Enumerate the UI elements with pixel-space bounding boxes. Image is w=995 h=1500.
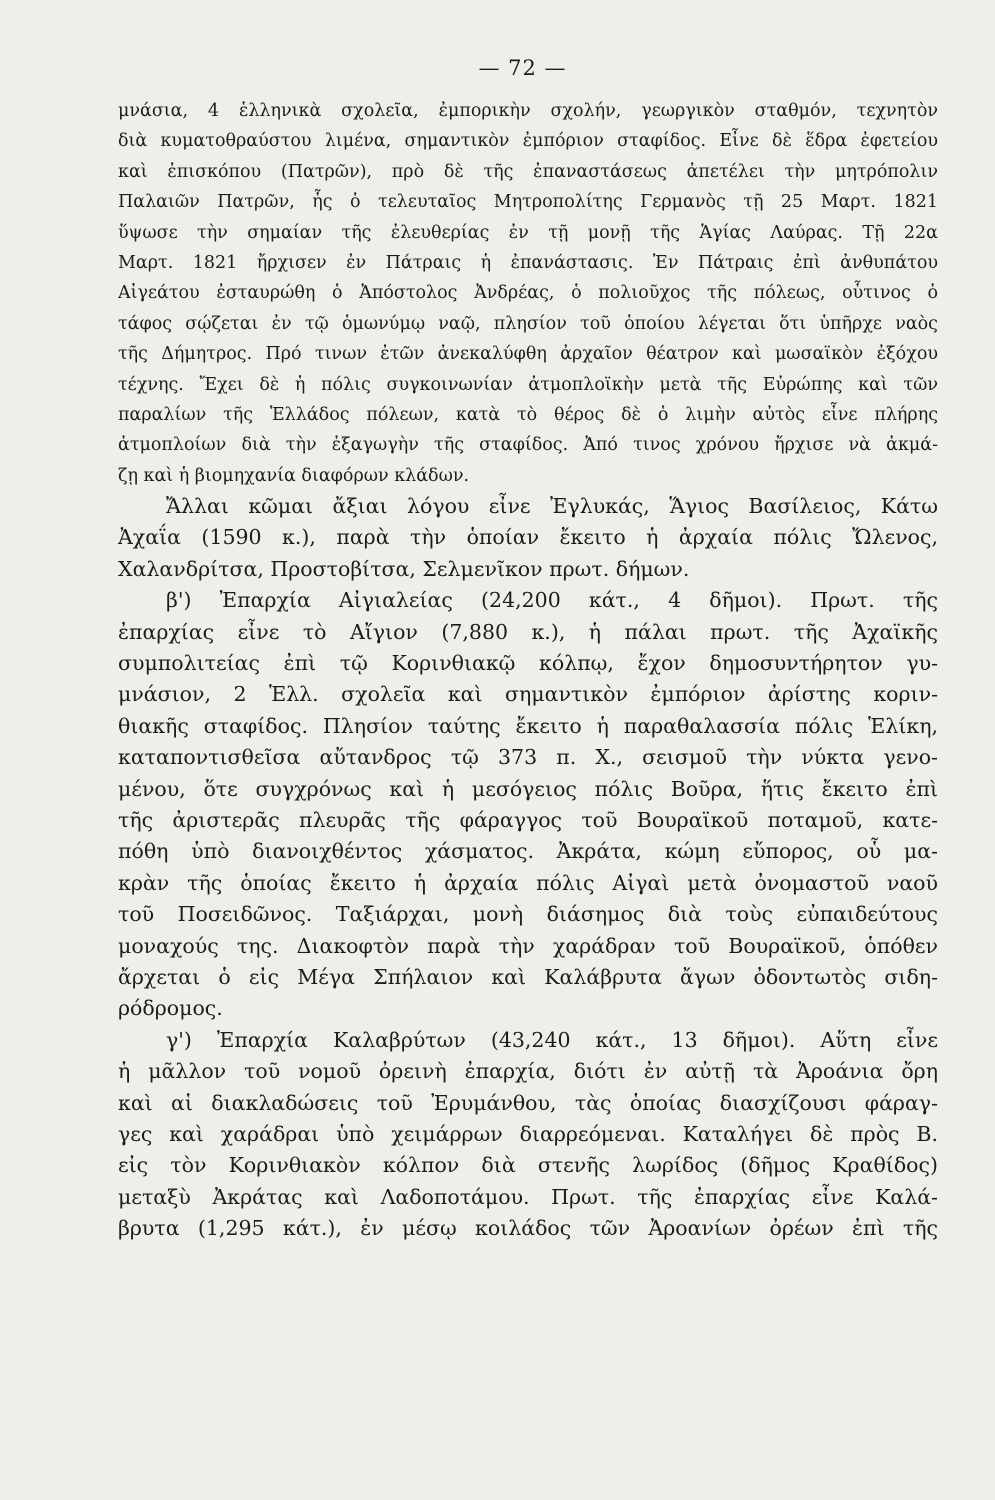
body-text	[118, 96, 938, 1244]
text-line: τοῦ Ποσειδῶνος. Ταξιάρχαι, μονὴ διάσημος διὰ τοὺς εὐπαιδεύτους	[118, 902, 938, 927]
text-line: γ') Ἐπαρχία Καλαβρύτων (43,240 κάτ., 13 δῆμοι). Αὕτη εἶνε	[166, 1027, 938, 1052]
text-line: τῆς Δήμητρος. Πρό τινων ἐτῶν ἀνεκαλύφθη ἀρχαῖον θέατρον καὶ μωσαϊκὸν ἐξόχου	[118, 344, 938, 365]
text-line: Ἄλλαι κῶμαι ἄξιαι λόγου εἶνε Ἐγλυκάς, Ἅγιος Βασίλειος, Κάτω	[166, 494, 938, 519]
text-line: βρυτα (1,295 κάτ.), ἐν μέσῳ κοιλάδος τῶν Ἀροανίων ὀρέων ἐπὶ τῆς	[118, 1216, 938, 1241]
text-line: καὶ ἐπισκόπου (Πατρῶν), πρὸ δὲ τῆς ἐπαναστάσεως ἀπετέλει τὴν μητρόπολιν	[118, 161, 938, 182]
text-line: συμπολιτείας ἐπὶ τῷ Κορινθιακῷ κόλπῳ, ἔχον δημοσυντήρητον γυ-	[118, 651, 938, 676]
text-line: παραλίων τῆς Ἑλλάδος πόλεων, κατὰ τὸ θέρος δὲ ὁ λιμὴν αὐτὸς εἶνε πλήρης	[118, 404, 938, 425]
text-line: πόθη ὑπὸ διανοιχθέντος χάσματος. Ἀκράτα, κώμη εὔπορος, οὗ μα-	[118, 839, 938, 864]
text-line: μεταξὺ Ἀκράτας καὶ Λαδοποτάμου. Πρωτ. τῆς ἐπαρχίας εἶνε Καλά-	[118, 1184, 938, 1209]
text-line: εἰς τὸν Κορινθιακὸν κόλπον διὰ στενῆς λωρίδος (δῆμος Κραθίδος)	[118, 1153, 938, 1178]
text-line: τάφος σῴζεται ἐν τῷ ὁμωνύμῳ ναῷ, πλησίον τοῦ ὁποίου λέγεται ὅτι ὑπῆρχε ναὸς	[118, 313, 938, 334]
text-line: καὶ αἱ διακλαδώσεις τοῦ Ἐρυμάνθου, τὰς ὁποίας διασχίζουσι φάραγ-	[118, 1090, 938, 1115]
text-line: ἄρχεται ὁ εἰς Μέγα Σπήλαιον καὶ Καλάβρυτα ἄγων ὀδοντωτὸς σιδη-	[118, 964, 938, 989]
text-line: ἀτμοπλοίων διὰ τὴν ἐξαγωγὴν τῆς σταφίδος. Ἀπό τινος χρόνου ἤρχισε νὰ ἀκμά-	[118, 435, 938, 456]
text-line: μοναχούς της. Διακοφτὸν παρὰ τὴν χαράδραν τοῦ Βουραϊκοῦ, ὁπόθεν	[118, 933, 938, 958]
text-line: κρὰν τῆς ὁποίας ἔκειτο ἡ ἀρχαία πόλις Αἰγαὶ μετὰ ὀνομαστοῦ ναοῦ	[118, 870, 938, 895]
text-line: ἐπαρχίας εἶνε τὸ Αἴγιον (7,880 κ.), ἡ πάλαι πρωτ. τῆς Ἀχαϊκῆς	[118, 619, 938, 644]
text-line: ζῃ καὶ ἡ βιομηχανία διαφόρων κλάδων.	[118, 465, 470, 486]
text-line: β') Ἐπαρχία Αἰγιαλείας (24,200 κάτ., 4 δῆμοι). Πρωτ. τῆς	[166, 588, 938, 613]
text-line: καταποντισθεῖσα αὔτανδρος τῷ 373 π. Χ., σεισμοῦ τὴν νύκτα γενο-	[118, 745, 938, 770]
text-line: ρόδρομος.	[118, 996, 223, 1021]
text-line: μνάσιον, 2 Ἑλλ. σχολεῖα καὶ σημαντικὸν ἐμπόριον ἀρίστης κοριν-	[118, 682, 938, 707]
text-line: τέχνης. Ἔχει δὲ ἡ πόλις συγκοινωνίαν ἀτμοπλοϊκὴν μετὰ τῆς Εὐρώπης καὶ τῶν	[118, 374, 938, 395]
text-line: Χαλανδρίτσα, Προστοβίτσα, Σελμενῖκον πρωτ. δήμων.	[118, 556, 690, 581]
page-number: — 72 —	[478, 56, 567, 80]
text-line: μνάσια, 4 ἑλληνικὰ σχολεῖα, ἐμπορικὴν σχολήν, γεωργικὸν σταθμόν, τεχνητὸν	[118, 101, 938, 121]
text-line: μένου, ὅτε συγχρόνως καὶ ἡ μεσόγειος πόλις Βοῦρα, ἥτις ἔκειτο ἐπὶ	[118, 776, 938, 801]
text-line: Μαρτ. 1821 ἤρχισεν ἐν Πάτραις ἡ ἐπανάστασις. Ἐν Πάτραις ἐπὶ ἀνθυπάτου	[118, 252, 938, 273]
text-line: ἡ μᾶλλον τοῦ νομοῦ ὀρεινὴ ἐπαρχία, διότι ἐν αὐτῇ τὰ Ἀροάνια ὄρη	[118, 1059, 938, 1084]
text-line: ὕψωσε τὴν σημαίαν τῆς ἐλευθερίας ἐν τῇ μονῇ τῆς Ἁγίας Λαύρας. Τῇ 22α	[118, 222, 938, 243]
text-line: Ἀχαΐα (1590 κ.), παρὰ τὴν ὁποίαν ἔκειτο ἡ ἀρχαία πόλις Ὤλενος,	[118, 525, 938, 550]
text-line: τῆς ἀριστερᾶς πλευρᾶς τῆς φάραγγος τοῦ Βουραϊκοῦ ποταμοῦ, κατε-	[118, 807, 938, 832]
text-line: Αἰγεάτου ἐσταυρώθη ὁ Ἀπόστολος Ἀνδρέας, ὁ πολιοῦχος τῆς πόλεως, οὗτινος ὁ	[118, 283, 938, 304]
text-line: Παλαιῶν Πατρῶν, ἧς ὁ τελευταῖος Μητροπολίτης Γερμανὸς τῇ 25 Μαρτ. 1821	[118, 192, 938, 213]
text-line: θιακῆς σταφίδος. Πλησίον ταύτης ἔκειτο ἡ παραθαλασσία πόλις Ἑλίκη,	[118, 713, 938, 738]
text-line: γες καὶ χαράδραι ὑπὸ χειμάρρων διαρρεόμεναι. Καταλήγει δὲ πρὸς Β.	[118, 1121, 938, 1146]
text-line: διὰ κυματοθραύστου λιμένα, σημαντικὸν ἐμπόριον σταφίδος. Εἶνε δὲ ἕδρα ἐφετείου	[118, 131, 938, 152]
